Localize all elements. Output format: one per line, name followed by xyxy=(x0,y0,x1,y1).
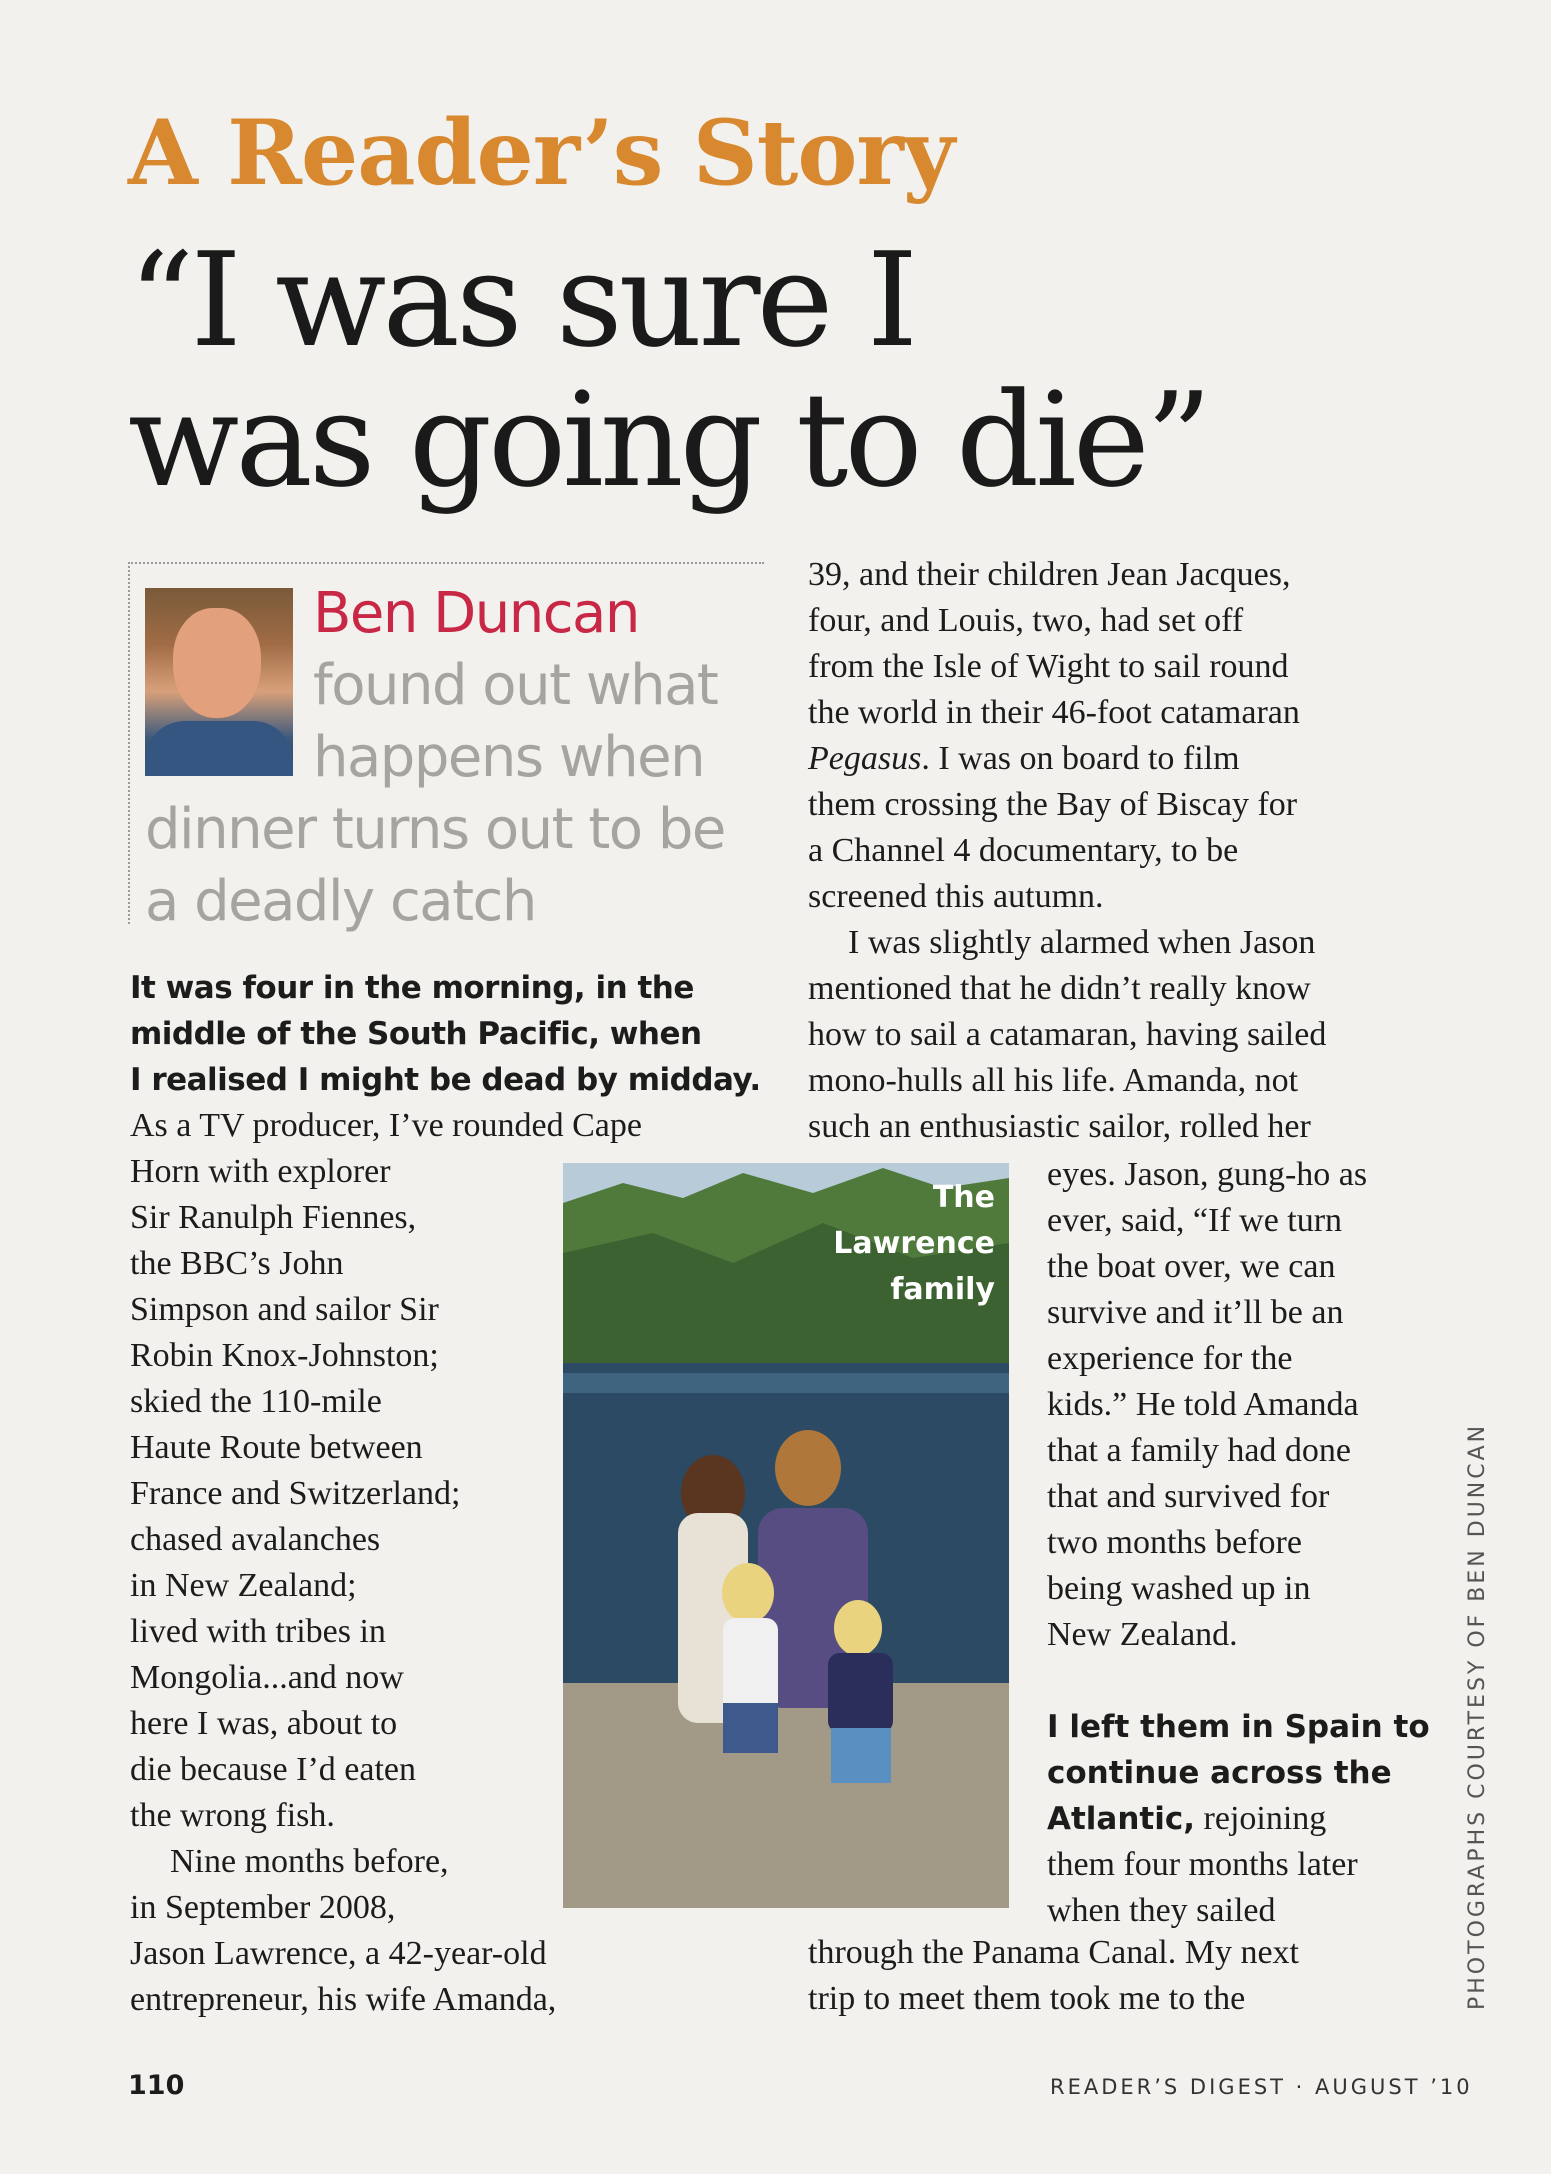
body-line: ever, said, “If we turn xyxy=(1047,1202,1343,1239)
body-line: chased avalanches xyxy=(130,1521,381,1558)
body-line: from the Isle of Wight to sail round xyxy=(808,648,1289,685)
body-line: Mongolia...and now xyxy=(130,1659,404,1696)
caption-line: family xyxy=(890,1272,995,1307)
body-line: entrepreneur, his wife Amanda, xyxy=(130,1981,557,2018)
body-line: France and Switzerland; xyxy=(130,1475,461,1512)
body-line: Sir Ranulph Fiennes, xyxy=(130,1199,417,1236)
headline-line-1: “I was sure I xyxy=(128,224,915,376)
author-name: Ben Duncan xyxy=(313,581,639,646)
lead-paragraph xyxy=(130,965,770,1103)
subhead-text: Atlantic, xyxy=(1047,1801,1196,1837)
caption-line: The xyxy=(932,1180,995,1215)
byline-line-3: dinner turns out to be xyxy=(145,797,725,862)
body-text: . I was on board to film xyxy=(921,740,1240,777)
lead-line: It was four in the morning, in the xyxy=(130,970,694,1006)
wrapped-text xyxy=(130,1149,520,1931)
byline-line-4: a deadly catch xyxy=(145,869,536,934)
body-line: 39, and their children Jean Jacques, xyxy=(808,556,1291,593)
body-line: that and survived for xyxy=(1047,1478,1330,1515)
family-photo xyxy=(563,1163,1009,1908)
body-line: Jason Lawrence, a 42-year-old xyxy=(130,1935,547,1972)
body-line: the wrong fish. xyxy=(130,1797,335,1834)
body-line: in September 2008, xyxy=(130,1889,396,1926)
photo-caption xyxy=(833,1175,995,1313)
body-line xyxy=(1047,1796,1447,1842)
body-line: when they sailed xyxy=(1047,1892,1276,1929)
headline xyxy=(128,224,1328,516)
body-line: trip to meet them took me to the xyxy=(808,1980,1246,2017)
body-line: them crossing the Bay of Biscay for xyxy=(808,786,1298,823)
photo-credit: PHOTOGRAPHS COURTESY OF BEN DUNCAN xyxy=(1465,1422,1490,2010)
boat-name: Pegasus xyxy=(808,740,922,777)
body-line: through the Panama Canal. My next xyxy=(808,1934,1300,1971)
body-line: a Channel 4 documentary, to be xyxy=(808,832,1239,869)
subhead-line: I left them in Spain to xyxy=(1047,1709,1430,1745)
body-line xyxy=(808,736,1448,782)
page-number: 110 xyxy=(128,2070,185,2101)
running-footer: READER’S DIGEST · AUGUST ’10 xyxy=(1050,2075,1473,2099)
right-column-wrap xyxy=(1047,1152,1447,1934)
right-column-end xyxy=(808,1930,1448,2022)
body-line: New Zealand. xyxy=(1047,1616,1238,1653)
body-line: Haute Route between xyxy=(130,1429,423,1466)
body-line: experience for the xyxy=(1047,1340,1293,1377)
body-line: four, and Louis, two, had set off xyxy=(808,602,1244,639)
lead-line: middle of the South Pacific, when xyxy=(130,1016,702,1052)
body-line: them four months later xyxy=(1047,1846,1358,1883)
body-line: the world in their 46-foot catamaran xyxy=(808,694,1300,731)
body-line: mono-hulls all his life. Amanda, not xyxy=(808,1062,1299,1099)
body-line: skied the 110-mile xyxy=(130,1383,382,1420)
lead-line: I realised I might be dead by midday. xyxy=(130,1062,761,1098)
subhead-line: continue across the xyxy=(1047,1755,1392,1791)
body-line: here I was, about to xyxy=(130,1705,398,1742)
body-line: two months before xyxy=(1047,1524,1302,1561)
body-line: such an enthusiastic sailor, rolled her xyxy=(808,1108,1311,1145)
body-line: screened this autumn. xyxy=(808,878,1104,915)
body-line: As a TV producer, I’ve rounded Cape xyxy=(130,1107,642,1144)
caption-line: Lawrence xyxy=(833,1226,995,1261)
byline xyxy=(145,578,785,938)
right-column xyxy=(808,552,1448,1150)
body-line: kids.” He told Amanda xyxy=(1047,1386,1359,1423)
byline-line-1: found out what xyxy=(313,653,718,718)
body-line: the BBC’s John xyxy=(130,1245,344,1282)
body-line: eyes. Jason, gung-ho as xyxy=(1047,1156,1368,1193)
body-line: in New Zealand; xyxy=(130,1567,357,1604)
body-line: I was slightly alarmed when Jason xyxy=(848,924,1316,961)
body-line: mentioned that he didn’t really know xyxy=(808,970,1311,1007)
headline-line-2: was going to die” xyxy=(128,364,1209,516)
section-kicker: A Reader’s Story xyxy=(128,100,955,206)
body-text: rejoining xyxy=(1195,1800,1327,1837)
body-line: Horn with explorer xyxy=(130,1153,391,1190)
body-line: survive and it’ll be an xyxy=(1047,1294,1344,1331)
body-line: that a family had done xyxy=(1047,1432,1352,1469)
body-line: the boat over, we can xyxy=(1047,1248,1336,1285)
body-line: lived with tribes in xyxy=(130,1613,386,1650)
body-line: die because I’d eaten xyxy=(130,1751,416,1788)
body-line: Simpson and sailor Sir xyxy=(130,1291,439,1328)
body-line: Nine months before, xyxy=(170,1843,449,1880)
byline-line-2: happens when xyxy=(313,725,705,790)
body-line: how to sail a catamaran, having sailed xyxy=(808,1016,1327,1053)
body-line: Robin Knox-Johnston; xyxy=(130,1337,439,1374)
body-line: being washed up in xyxy=(1047,1570,1311,1607)
